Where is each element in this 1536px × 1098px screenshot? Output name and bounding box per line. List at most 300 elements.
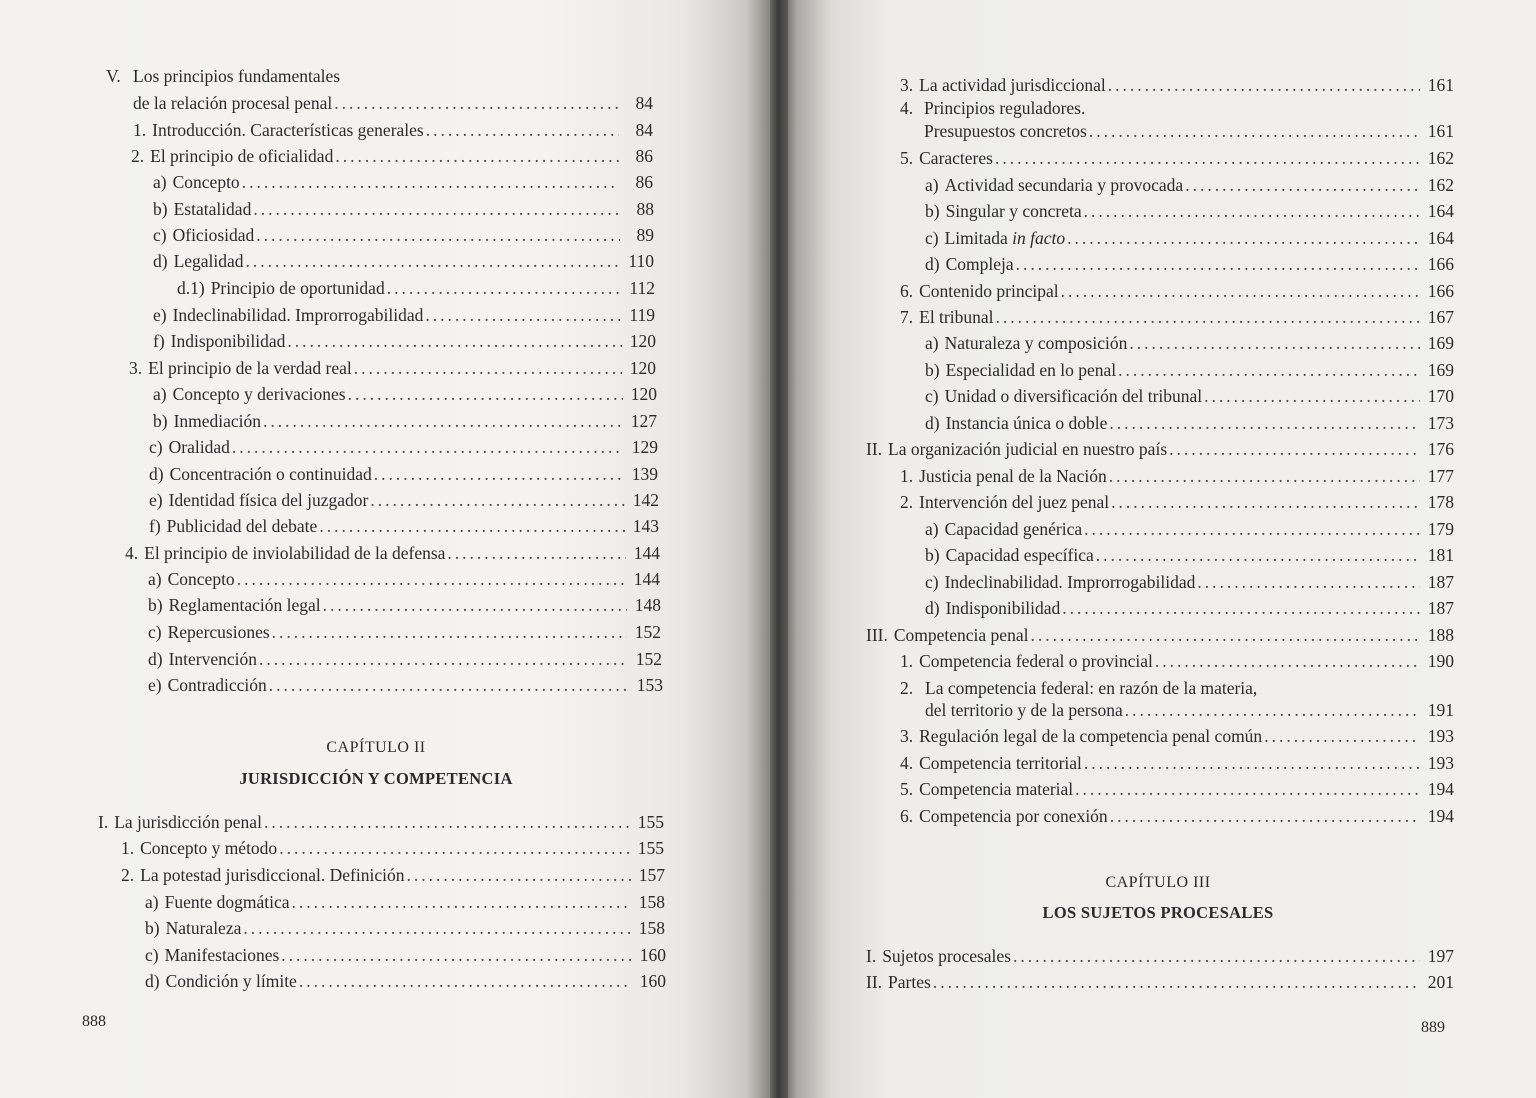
toc-entry xyxy=(924,118,1454,144)
toc-entry-number: 2. xyxy=(121,865,135,885)
toc-entry-number: c) xyxy=(145,945,159,965)
toc-entry xyxy=(177,275,655,301)
book-gutter xyxy=(770,0,788,1098)
toc-entry-label: Contradicción xyxy=(167,675,267,695)
toc-entry-number: a) xyxy=(148,569,162,589)
toc-entry-page: 119 xyxy=(629,305,655,325)
toc-entry xyxy=(145,889,665,915)
toc-entry xyxy=(149,487,659,513)
dot-leader xyxy=(1109,410,1420,436)
dot-leader xyxy=(287,328,622,354)
dot-leader xyxy=(246,248,620,274)
toc-entry-number: d) xyxy=(148,649,163,669)
toc-entry-page: 155 xyxy=(637,838,664,858)
toc-entry xyxy=(866,436,1454,462)
toc-entry xyxy=(900,304,1454,330)
dot-leader xyxy=(1264,723,1420,749)
toc-entry-number: d) xyxy=(925,413,940,433)
dot-leader xyxy=(1061,278,1420,304)
toc-entry-page: 144 xyxy=(633,543,660,563)
toc-entry-number: 3. xyxy=(900,726,914,746)
toc-entry-page: 179 xyxy=(1427,519,1454,539)
toc-entry-label: Competencia material xyxy=(919,779,1074,799)
toc-entry-number: d.1) xyxy=(177,278,205,298)
dot-leader xyxy=(1030,622,1420,648)
toc-entry-page: 173 xyxy=(1427,413,1454,433)
toc-entry-page: 155 xyxy=(637,812,664,832)
toc-entry-label: Competencia por conexión xyxy=(919,806,1108,826)
toc-entry-label: Indisponibilidad xyxy=(170,331,286,351)
toc-entry-page: 120 xyxy=(629,331,656,351)
toc-entry-page: 148 xyxy=(634,595,661,615)
toc-entry-page: 181 xyxy=(1427,545,1454,565)
toc-entry-number: f) xyxy=(149,516,161,536)
toc-entry-label: Justicia penal de la Nación xyxy=(919,466,1107,486)
toc-entry-number: c) xyxy=(925,386,939,406)
dot-leader xyxy=(299,968,632,994)
toc-entry-label: Singular y concreta xyxy=(945,201,1082,221)
toc-entry-page: 161 xyxy=(1427,75,1454,95)
dot-leader xyxy=(387,275,621,301)
toc-entry-label: Concentración o continuidad xyxy=(169,464,372,484)
toc-entry-page: 153 xyxy=(636,675,663,695)
toc-entry-page: 167 xyxy=(1427,307,1454,327)
dot-leader xyxy=(279,835,630,861)
dot-leader xyxy=(995,145,1420,171)
toc-entry xyxy=(125,540,660,566)
toc-entry-label: Capacidad específica xyxy=(945,545,1094,565)
toc-entry xyxy=(145,915,665,941)
dot-leader xyxy=(407,862,632,888)
toc-entry xyxy=(148,672,663,698)
toc-entry-label: La jurisdicción penal xyxy=(114,812,262,832)
dot-leader xyxy=(1118,357,1420,383)
toc-entry xyxy=(900,463,1454,489)
toc-entry-number: 2. xyxy=(900,678,914,698)
toc-entry xyxy=(925,172,1454,198)
toc-entry xyxy=(153,302,655,328)
toc-entry-number: 5. xyxy=(900,779,914,799)
toc-entry xyxy=(131,143,653,169)
toc-entry-page: 162 xyxy=(1427,148,1454,168)
toc-section-numeral: V. xyxy=(106,66,121,86)
toc-entry-label: El principio de oficialidad xyxy=(150,146,334,166)
toc-entry-label: Indeclinabilidad. Improrrogabilidad xyxy=(172,305,424,325)
toc-entry-number: 3. xyxy=(129,358,143,378)
toc-entry-label: Partes xyxy=(888,972,931,992)
toc-entry xyxy=(153,408,657,434)
toc-entry xyxy=(133,117,653,143)
toc-entry-page: 188 xyxy=(1427,625,1454,645)
toc-entry-number: c) xyxy=(148,622,162,642)
toc-entry-label: Indeclinabilidad. Improrrogabilidad xyxy=(944,572,1196,592)
toc-entry-page: 160 xyxy=(639,945,666,965)
toc-entry-number: b) xyxy=(145,918,160,938)
dot-leader xyxy=(292,889,631,915)
toc-entry xyxy=(153,169,653,195)
dot-leader xyxy=(995,304,1420,330)
toc-entry-label: Especialidad en lo penal xyxy=(945,360,1117,380)
toc-entry-label: El tribunal xyxy=(919,307,994,327)
toc-entry-page: 120 xyxy=(629,358,656,378)
toc-entry-label: Concepto xyxy=(167,569,235,589)
toc-entry-label: Oralidad xyxy=(168,437,230,457)
toc-entry-number: b) xyxy=(153,411,168,431)
toc-entry-number: a) xyxy=(153,384,167,404)
toc-entry-page: 194 xyxy=(1427,806,1454,826)
toc-entry-number: 3. xyxy=(900,75,914,95)
toc-entry xyxy=(925,383,1454,409)
toc-entry-page: 194 xyxy=(1427,779,1454,799)
toc-entry-number: c) xyxy=(925,572,939,592)
toc-entry-label: Regulación legal de la competencia penal común xyxy=(919,726,1263,746)
dot-leader xyxy=(1204,383,1420,409)
toc-entry-label: Reglamentación legal xyxy=(168,595,321,615)
toc-entry-number: 5. xyxy=(900,148,914,168)
toc-entry xyxy=(866,622,1454,648)
toc-entry-page: 158 xyxy=(638,892,665,912)
toc-entry-label: Naturaleza xyxy=(165,918,242,938)
toc-entry xyxy=(866,943,1454,969)
toc-entry-label: La competencia federal: en razón de la materia, xyxy=(925,678,1258,698)
toc-entry-label: El principio de la verdad real xyxy=(148,358,352,378)
toc-entry xyxy=(925,251,1454,277)
toc-entry-page: 144 xyxy=(633,569,660,589)
dot-leader xyxy=(256,222,620,248)
dot-leader xyxy=(1155,648,1420,674)
dot-leader xyxy=(933,969,1420,995)
toc-entry-label: Intervención xyxy=(168,649,258,669)
toc-entry xyxy=(121,862,665,888)
toc-entry-number: a) xyxy=(153,172,167,192)
toc-entry xyxy=(129,355,656,381)
toc-entry-label: Presupuestos concretos xyxy=(924,121,1087,141)
toc-entry xyxy=(145,942,666,968)
toc-entry-page: 127 xyxy=(630,411,657,431)
toc-entry-page: 110 xyxy=(628,251,654,271)
toc-entry xyxy=(866,969,1454,995)
toc-entry-number: 4. xyxy=(125,543,139,563)
dot-leader xyxy=(1084,516,1420,542)
toc-entry xyxy=(900,278,1454,304)
toc-entry-label: Repercusiones xyxy=(167,622,270,642)
toc-entry-number: b) xyxy=(925,201,940,221)
right-page xyxy=(778,0,1536,1098)
dot-leader xyxy=(264,809,630,835)
toc-entry-label: Concepto xyxy=(172,172,240,192)
toc-entry-label-italic: in facto xyxy=(1012,228,1066,248)
dot-leader xyxy=(319,513,625,539)
toc-entry xyxy=(925,357,1454,383)
toc-entry-page: 152 xyxy=(634,622,661,642)
toc-entry-number: d) xyxy=(153,251,168,271)
chapter-title: JURISDICCIÓN Y COMPETENCIA xyxy=(239,769,513,788)
dot-leader xyxy=(1067,225,1420,251)
toc-entry-number: c) xyxy=(925,228,939,248)
toc-entry-number: 1. xyxy=(121,838,135,858)
toc-entry xyxy=(121,835,664,861)
toc-entry-label: Principio de oportunidad xyxy=(210,278,385,298)
toc-entry-number: 1. xyxy=(900,651,914,671)
toc-entry xyxy=(148,646,662,672)
toc-entry xyxy=(925,330,1454,356)
toc-entry-label: Publicidad del debate xyxy=(166,516,318,536)
toc-entry-number: a) xyxy=(925,333,939,353)
toc-entry-page: 162 xyxy=(1427,175,1454,195)
dot-leader xyxy=(1062,595,1420,621)
toc-entry-label: Limitada in facto xyxy=(944,228,1066,248)
toc-entry-number: I. xyxy=(866,946,877,966)
toc-entry xyxy=(153,248,654,274)
dot-leader xyxy=(259,646,628,672)
toc-entry-page: 158 xyxy=(638,918,665,938)
toc-entry-label: Estatalidad xyxy=(173,199,252,219)
toc-entry-page: 190 xyxy=(1427,651,1454,671)
toc-entry xyxy=(900,776,1454,802)
toc-entry-label: Competencia territorial xyxy=(919,753,1082,773)
toc-entry xyxy=(148,592,661,618)
toc-entry xyxy=(153,381,657,407)
chapter-number: CAPÍTULO III xyxy=(1105,874,1211,891)
dot-leader xyxy=(447,540,626,566)
toc-entry-page: 193 xyxy=(1427,726,1454,746)
toc-entry-number: I. xyxy=(98,812,109,832)
toc-entry-page: 84 xyxy=(635,120,653,140)
toc-entry-page: 143 xyxy=(632,516,659,536)
dot-leader xyxy=(1129,330,1420,356)
toc-entry-number: III. xyxy=(866,625,888,645)
dot-leader xyxy=(1111,489,1420,515)
chapter-number: CAPÍTULO II xyxy=(326,739,426,756)
toc-entry-label: Oficiosidad xyxy=(172,225,255,245)
toc-entry xyxy=(900,803,1454,829)
toc-entry-number: b) xyxy=(153,199,168,219)
toc-entry-number: 2. xyxy=(900,492,914,512)
toc-entry-page: 197 xyxy=(1427,946,1454,966)
toc-entry-number: II. xyxy=(866,972,883,992)
toc-entry-page: 164 xyxy=(1427,201,1454,221)
toc-entry xyxy=(925,410,1454,436)
toc-entry-label: Fuente dogmática xyxy=(164,892,290,912)
dot-leader xyxy=(1125,697,1420,723)
dot-leader xyxy=(1096,542,1420,568)
toc-entry-number: c) xyxy=(153,225,167,245)
dot-leader xyxy=(281,942,632,968)
toc-entry-number: d) xyxy=(925,254,940,274)
toc-entry xyxy=(925,225,1454,251)
toc-entry-number: 4. xyxy=(900,753,914,773)
dot-leader xyxy=(370,487,625,513)
dot-leader xyxy=(323,592,627,618)
toc-entry-number: 6. xyxy=(900,806,914,826)
dot-leader xyxy=(1110,803,1420,829)
dot-leader xyxy=(348,381,623,407)
toc-entry xyxy=(925,697,1454,723)
toc-entry-number: a) xyxy=(925,175,939,195)
toc-entry-label: La potestad jurisdiccional. Definición xyxy=(140,865,405,885)
toc-entry-number: 6. xyxy=(900,281,914,301)
dot-leader xyxy=(1089,118,1420,144)
dot-leader xyxy=(242,169,619,195)
toc-entry-page: 187 xyxy=(1427,572,1454,592)
toc-entry xyxy=(925,569,1454,595)
toc-entry xyxy=(148,619,661,645)
toc-entry-page: 88 xyxy=(636,199,654,219)
toc-entry-label: Identidad física del juzgador xyxy=(168,490,369,510)
dot-leader xyxy=(1185,172,1420,198)
toc-entry-page: 152 xyxy=(635,649,662,669)
toc-entry xyxy=(900,723,1454,749)
toc-entry-page: 187 xyxy=(1427,598,1454,618)
toc-entry-number: a) xyxy=(925,519,939,539)
toc-entry xyxy=(900,750,1454,776)
toc-entry-number: 1. xyxy=(900,466,914,486)
toc-entry-label: Condición y límite xyxy=(165,971,297,991)
toc-entry-label: Actividad secundaria y provocada xyxy=(944,175,1184,195)
toc-entry xyxy=(153,328,656,354)
toc-entry xyxy=(925,516,1454,542)
dot-leader xyxy=(1075,776,1420,802)
toc-entry-page: 193 xyxy=(1427,753,1454,773)
dot-leader xyxy=(1169,436,1420,462)
dot-leader xyxy=(243,915,631,941)
toc-entry-label: Inmediación xyxy=(173,411,262,431)
toc-entry-number: b) xyxy=(925,545,940,565)
dot-leader xyxy=(269,672,629,698)
toc-entry-label: Instancia única o doble xyxy=(945,413,1108,433)
toc-entry-label: Competencia penal xyxy=(893,625,1029,645)
toc-entry-page: 84 xyxy=(635,93,653,113)
toc-entry-label: Introducción. Características generales xyxy=(152,120,424,140)
toc-entry-label: Concepto y derivaciones xyxy=(172,384,346,404)
toc-entry-page: 86 xyxy=(635,172,653,192)
toc-section-title: Los principios fundamentales xyxy=(133,66,341,86)
toc-entry xyxy=(98,809,664,835)
toc-entry-label: del territorio y de la persona xyxy=(925,700,1123,720)
toc-entry-label: Sujetos procesales xyxy=(882,946,1011,966)
toc-entry-page: 157 xyxy=(638,865,665,885)
dot-leader xyxy=(1016,251,1420,277)
dot-leader xyxy=(237,566,626,592)
toc-entry xyxy=(925,542,1454,568)
toc-entry-label: El principio de inviolabilidad de la defensa xyxy=(144,543,446,563)
toc-entry xyxy=(133,90,653,116)
dot-leader xyxy=(1084,750,1420,776)
toc-entry-page: 86 xyxy=(635,146,653,166)
toc-entry xyxy=(925,198,1454,224)
toc-entry-page: 191 xyxy=(1427,700,1454,720)
dot-leader xyxy=(425,302,621,328)
toc-entry-label: de la relación procesal penal xyxy=(133,93,333,113)
toc-entry-number: 4. xyxy=(900,98,914,118)
toc-entry-label: Manifestaciones xyxy=(164,945,280,965)
toc-entry-page: 164 xyxy=(1427,228,1454,248)
toc-entry-label: Intervención del juez penal xyxy=(919,492,1110,512)
toc-entry-label: Caracteres xyxy=(919,148,993,168)
dot-leader xyxy=(253,196,620,222)
toc-entry-label: Naturaleza y composición xyxy=(944,333,1128,353)
chapter-title: LOS SUJETOS PROCESALES xyxy=(1042,903,1274,922)
dot-leader xyxy=(426,117,619,143)
dot-leader xyxy=(272,619,627,645)
toc-entry-page: 120 xyxy=(630,384,657,404)
toc-entry xyxy=(145,968,666,994)
toc-entry-page: 178 xyxy=(1427,492,1454,512)
dot-leader xyxy=(1013,943,1420,969)
toc-entry-page: 177 xyxy=(1427,466,1454,486)
toc-entry-label: Legalidad xyxy=(173,251,244,271)
toc-entry-page: 169 xyxy=(1427,360,1454,380)
page-folio: 888 xyxy=(82,1013,106,1030)
toc-entry-page: 89 xyxy=(636,225,654,245)
toc-entry-page: 129 xyxy=(631,437,658,457)
toc-entry-label: La actividad jurisdiccional xyxy=(919,75,1106,95)
dot-leader xyxy=(232,434,624,460)
toc-entry-page: 176 xyxy=(1427,439,1454,459)
toc-entry-number: a) xyxy=(145,892,159,912)
toc-entry-number: f) xyxy=(153,331,165,351)
dot-leader xyxy=(1084,198,1420,224)
dot-leader xyxy=(1109,463,1420,489)
toc-entry xyxy=(153,222,654,248)
toc-entry-label: Contenido principal xyxy=(919,281,1059,301)
toc-entry xyxy=(925,595,1454,621)
toc-entry-page: 170 xyxy=(1427,386,1454,406)
toc-entry-number: b) xyxy=(148,595,163,615)
toc-entry-label: Unidad o diversificación del tribunal xyxy=(944,386,1203,406)
toc-entry-number: d) xyxy=(925,598,940,618)
toc-entry-number: 7. xyxy=(900,307,914,327)
page-folio: 889 xyxy=(1421,1019,1445,1036)
toc-entry-number: e) xyxy=(149,490,163,510)
dot-leader xyxy=(1108,72,1420,98)
toc-entry xyxy=(149,461,658,487)
toc-entry-number: b) xyxy=(925,360,940,380)
toc-entry-label: Concepto y método xyxy=(140,838,278,858)
toc-entry-number: d) xyxy=(149,464,164,484)
toc-entry-number: e) xyxy=(153,305,167,325)
toc-entry-page: 112 xyxy=(629,278,655,298)
toc-entry-number: II. xyxy=(866,439,883,459)
dot-leader xyxy=(354,355,622,381)
toc-entry xyxy=(148,566,660,592)
toc-entry-label: Compleja xyxy=(945,254,1014,274)
dot-leader xyxy=(1197,569,1420,595)
toc-entry-page: 142 xyxy=(632,490,659,510)
toc-entry-number: d) xyxy=(145,971,160,991)
toc-entry xyxy=(900,145,1454,171)
toc-entry-label: Principios reguladores. xyxy=(924,98,1086,118)
toc-entry-page: 166 xyxy=(1427,281,1454,301)
toc-entry-number: 2. xyxy=(131,146,145,166)
toc-entry xyxy=(900,648,1454,674)
toc-entry-label: Competencia federal o provincial xyxy=(919,651,1153,671)
toc-entry xyxy=(900,489,1454,515)
toc-entry-label: Indisponibilidad xyxy=(945,598,1061,618)
dot-leader xyxy=(334,90,619,116)
toc-entry-page: 161 xyxy=(1427,121,1454,141)
dot-leader xyxy=(374,461,624,487)
toc-entry-label: Capacidad genérica xyxy=(944,519,1083,539)
toc-entry xyxy=(149,434,658,460)
toc-entry-number: 1. xyxy=(133,120,147,140)
toc-entry-page: 201 xyxy=(1427,972,1454,992)
toc-entry-page: 139 xyxy=(631,464,658,484)
toc-entry-page: 160 xyxy=(639,971,666,991)
toc-entry xyxy=(153,196,654,222)
toc-entry-number: e) xyxy=(148,675,162,695)
toc-entry-label: La organización judicial en nuestro país xyxy=(888,439,1168,459)
